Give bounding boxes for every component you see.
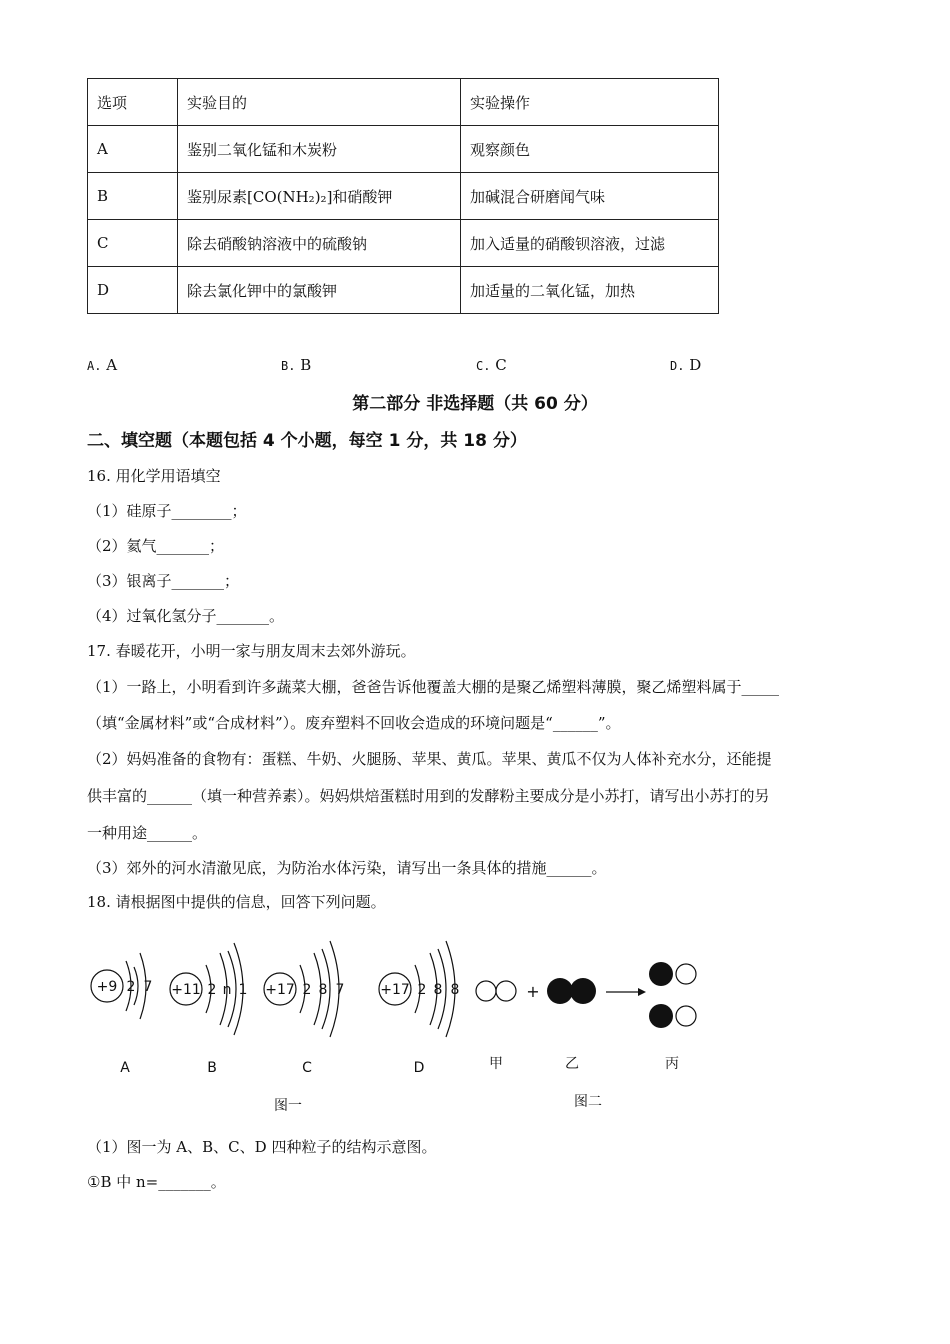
option-b[interactable]	[281, 356, 311, 374]
electron-count: 7	[335, 982, 345, 998]
molecule-yi-atom	[547, 978, 573, 1004]
molecule-jia-atom	[476, 981, 496, 1001]
electron-count: 1	[238, 982, 248, 998]
option-letter: B.	[281, 359, 296, 373]
question-16-stem: 16. 用化学用语填空	[87, 467, 221, 485]
option-value: D	[689, 356, 702, 374]
question-16-1: （1）硅原子________；	[87, 502, 247, 520]
option-letter: D.	[670, 359, 685, 373]
molecule-label: 甲	[489, 1056, 503, 1072]
figure-caption-2: 图二	[574, 1094, 602, 1110]
question-17-3: （3）郊外的河水清澈见底，为防治水体污染，请写出一条具体的措施______。	[87, 859, 607, 877]
table-cell: B	[88, 173, 178, 220]
question-16-4: （4）过氧化氢分子_______。	[87, 607, 285, 625]
molecule-bing-atom	[676, 1006, 696, 1026]
table-cell: A	[88, 126, 178, 173]
question-17-1-line1: （1）一路上，小明看到许多蔬菜大棚，爸爸告诉他覆盖大棚的是聚乙烯塑料薄膜，聚乙烯塑料属于_____	[87, 678, 780, 696]
header-cell: 选项	[88, 79, 178, 126]
nucleus-label: +17	[380, 982, 410, 998]
option-a[interactable]	[87, 356, 117, 374]
header-cell: 实验操作	[461, 79, 719, 126]
electron-count: 8	[318, 982, 328, 998]
atom-label: B	[207, 1060, 217, 1076]
electron-count: 2	[126, 979, 136, 995]
arrow-head-icon	[638, 988, 646, 996]
option-c[interactable]	[476, 356, 507, 374]
table-row	[88, 173, 719, 220]
structure-figure	[0, 925, 950, 1125]
nucleus-label: +11	[171, 982, 201, 998]
molecule-bing-atom	[649, 962, 673, 986]
question-18-stem: 18. 请根据图中提供的信息，回答下列问题。	[87, 893, 386, 911]
nucleus-label: +17	[265, 982, 295, 998]
molecule-label: 丙	[665, 1056, 679, 1072]
electron-count: n	[222, 982, 232, 998]
table-cell: 鉴别尿素[CO(NH₂)₂]和硝酸钾	[178, 173, 461, 220]
molecule-label: 乙	[565, 1056, 579, 1072]
option-d[interactable]	[670, 356, 701, 374]
option-value: C	[495, 356, 507, 374]
table-cell: C	[88, 220, 178, 267]
question-18-1-blank: ①B 中 n=_______。	[87, 1173, 226, 1191]
question-17-stem: 17. 春暖花开，小明一家与朋友周末去郊外游玩。	[87, 642, 416, 660]
electron-count: 2	[417, 982, 427, 998]
table-cell: 加入适量的硝酸钡溶液，过滤	[461, 220, 719, 267]
header-cell: 实验目的	[178, 79, 461, 126]
option-letter: C.	[476, 359, 491, 373]
question-17-2-line3: 一种用途______。	[87, 824, 208, 842]
plus-sign: +	[526, 982, 540, 1001]
question-16-2: （2）氦气_______；	[87, 537, 225, 555]
question-17-1-line2: （填“金属材料”或“合成材料”）。废弃塑料不回收会造成的环境问题是“______”。	[87, 714, 621, 732]
option-value: B	[300, 356, 312, 374]
table-cell: 除去硝酸钠溶液中的硫酸钠	[178, 220, 461, 267]
table-cell: 鉴别二氧化锰和木炭粉	[178, 126, 461, 173]
table-row	[88, 267, 719, 314]
question-17-2-line1: （2）妈妈准备的食物有：蛋糕、牛奶、火腿肠、苹果、黄瓜。苹果、黄瓜不仅为人体补充水分，还能提	[87, 750, 772, 768]
table-cell: 加适量的二氧化锰，加热	[461, 267, 719, 314]
table-cell: 观察颜色	[461, 126, 719, 173]
table-cell: D	[88, 267, 178, 314]
figure-caption-1: 图一	[274, 1098, 302, 1114]
experiment-table	[87, 78, 719, 314]
atom-label: D	[413, 1060, 425, 1076]
table-header-row	[88, 79, 719, 126]
electron-count: 8	[450, 982, 460, 998]
molecule-bing-atom	[676, 964, 696, 984]
option-letter: A.	[87, 359, 102, 373]
question-18-1-stem: （1）图一为 A、B、C、D 四种粒子的结构示意图。	[87, 1138, 437, 1156]
part-title: 第二部分 非选择题（共 60 分）	[352, 394, 598, 414]
option-value: A	[106, 356, 118, 374]
nucleus-label: +9	[96, 979, 118, 995]
table-cell: 加碱混合研磨闻气味	[461, 173, 719, 220]
atom-label: C	[302, 1060, 312, 1076]
electron-count: 2	[207, 982, 217, 998]
molecule-bing-atom	[649, 1004, 673, 1028]
table-row	[88, 220, 719, 267]
molecule-yi-atom	[570, 978, 596, 1004]
table-cell: 除去氯化钾中的氯酸钾	[178, 267, 461, 314]
electron-count: 2	[302, 982, 312, 998]
section-title: 二、填空题（本题包括 4 个小题，每空 1 分，共 18 分）	[87, 431, 527, 451]
electron-count: 8	[433, 982, 443, 998]
question-17-2-line2: 供丰富的______（填一种营养素）。妈妈烘焙蛋糕时用到的发酵粉主要成分是小苏打，请写出小苏打的另	[87, 787, 770, 805]
question-16-3: （3）银离子_______；	[87, 572, 240, 590]
molecule-jia-atom	[496, 981, 516, 1001]
electron-count: 7	[143, 979, 153, 995]
atom-label: A	[120, 1060, 130, 1076]
table-row	[88, 126, 719, 173]
